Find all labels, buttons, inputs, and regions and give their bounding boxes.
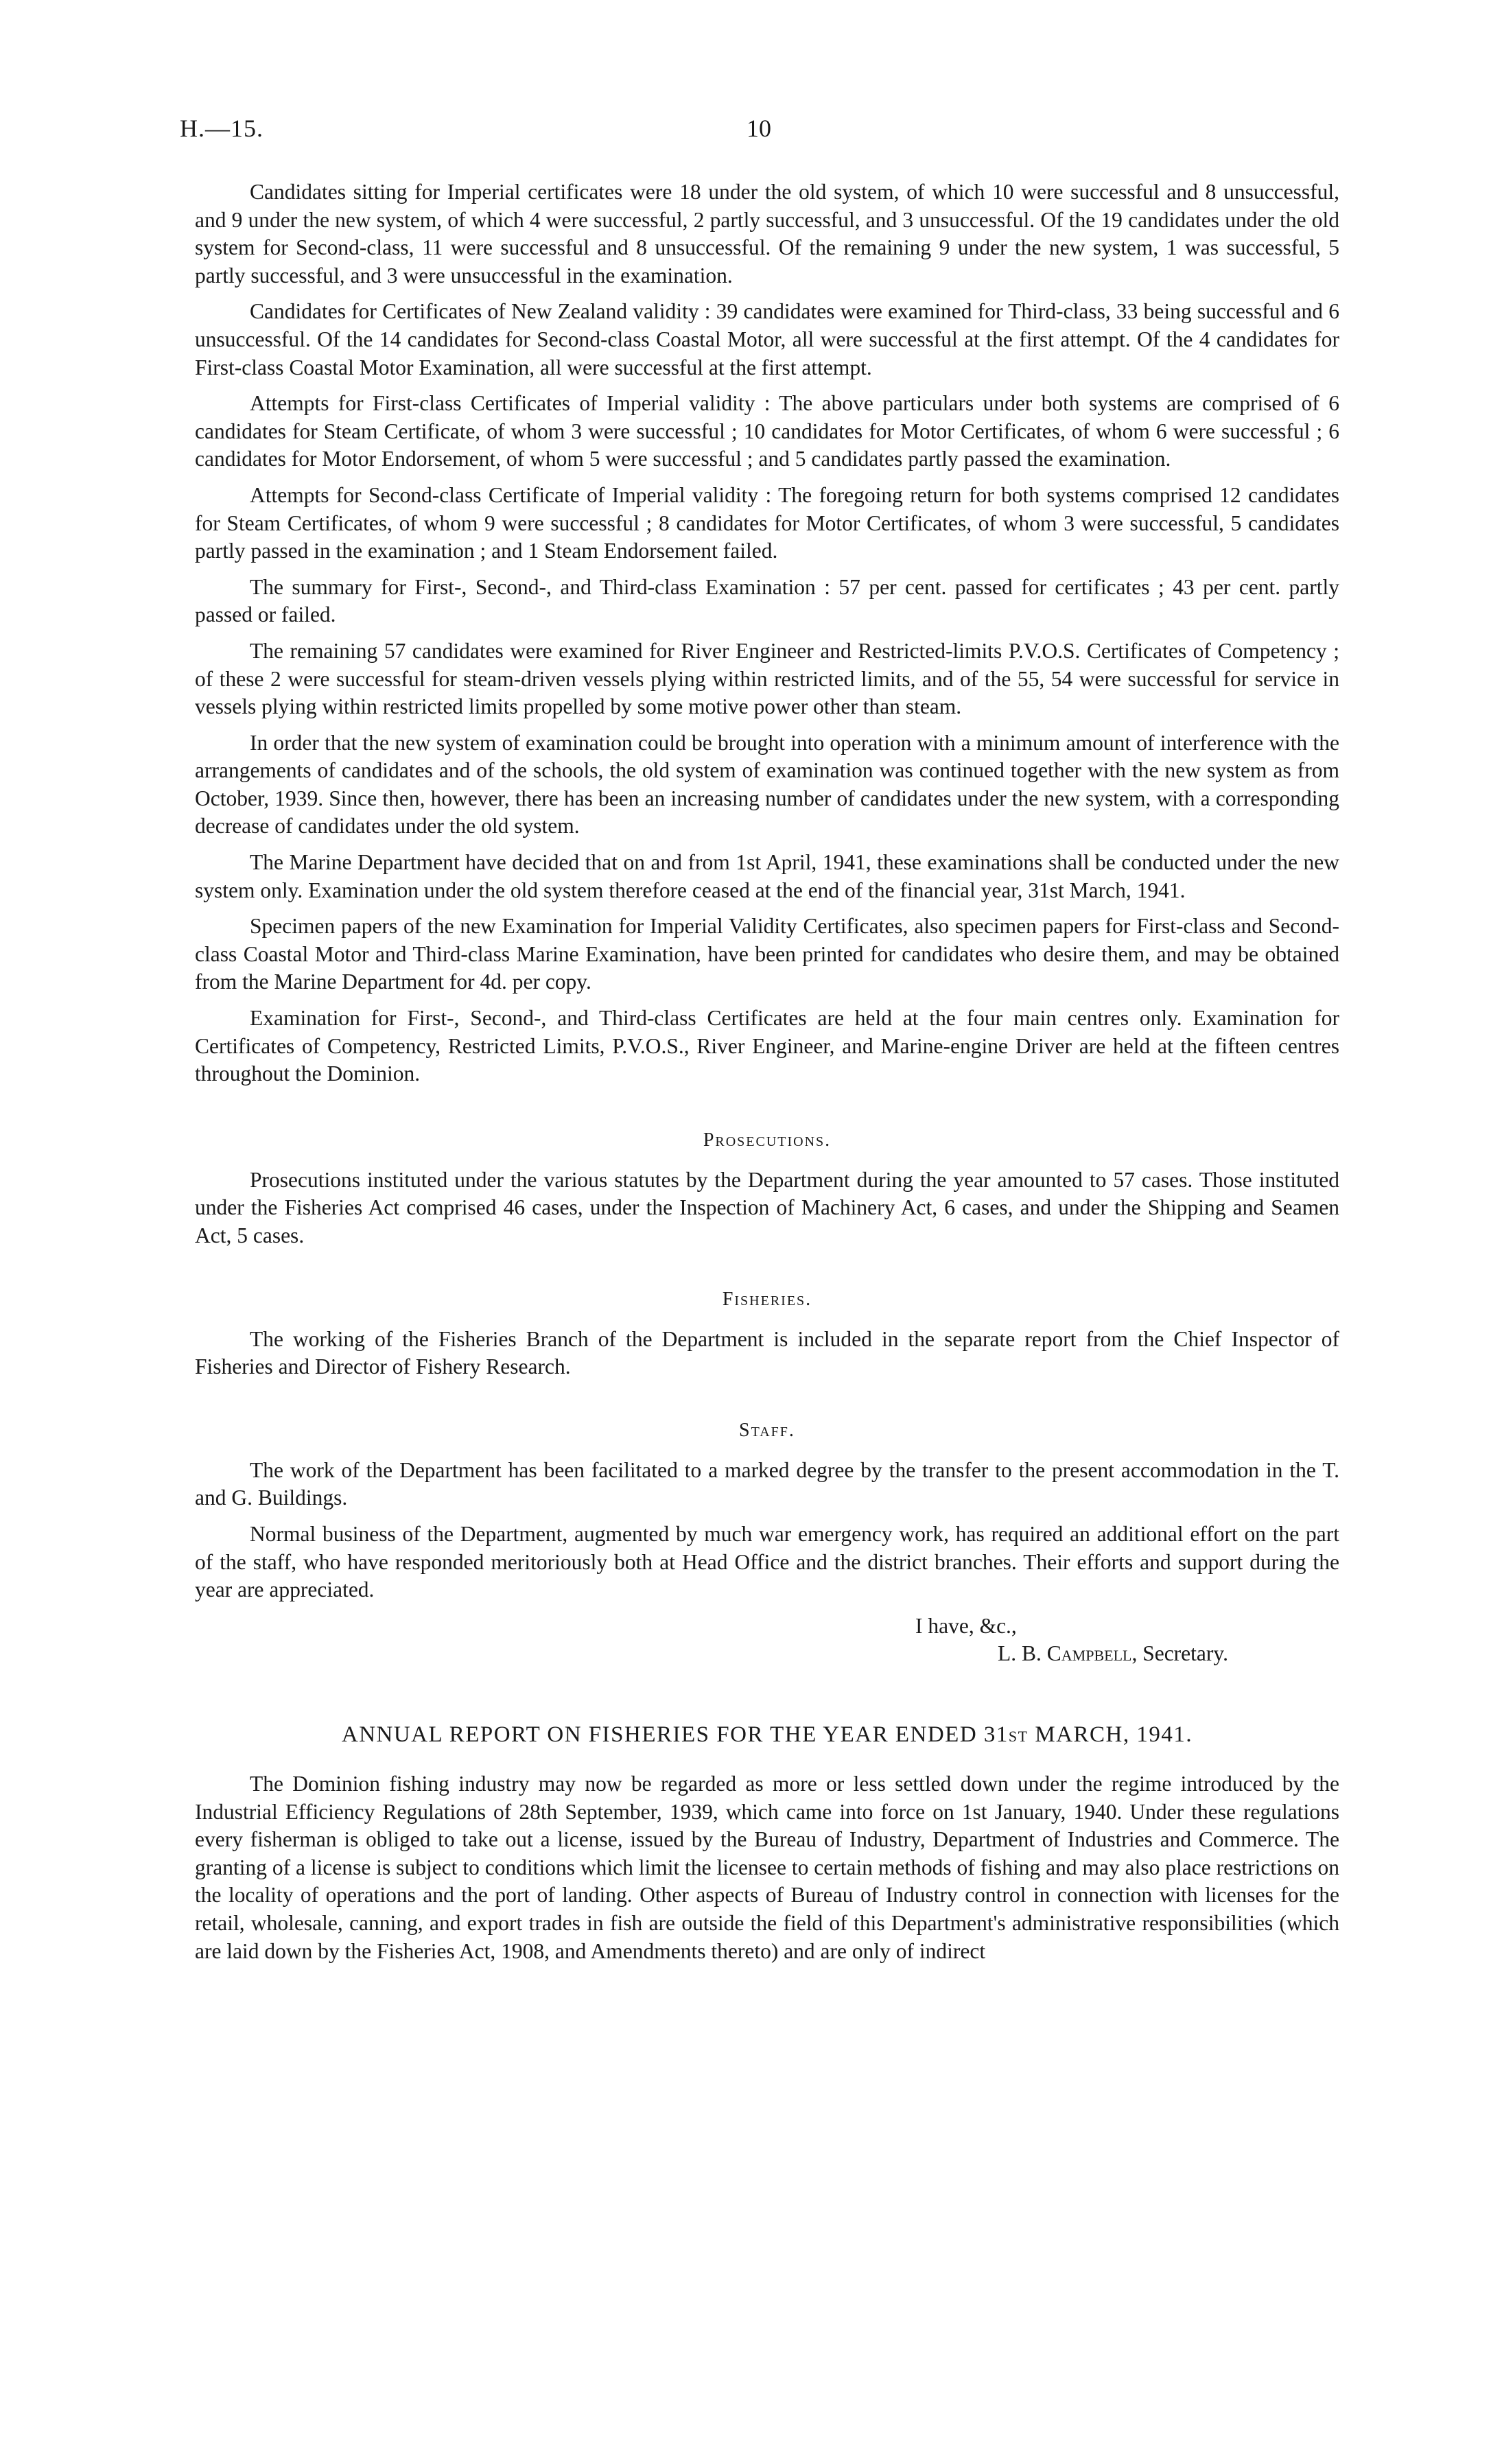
paragraph: Attempts for First-class Certificates of Imperial validity : The above particulars under both systems are comprised of 6 candidates for Steam Certificate, of whom 3 were successful ; 10 candidates for Motor Certificates, of whom 6 were successful ; 6 candidates for Motor Endorsement, of whom 5 were successful ; and 5 candidates partly passed the examination. bbox=[195, 391, 1339, 471]
paragraph: Candidates for Certificates of New Zealand validity : 39 candidates were examined for Third-class, 33 being successful and 6 unsuccessful. Of the 14 candidates for Second-class Coastal Motor, all were successful at the first attempt. Of the 4 candidates for First-class Coastal Motor Examination, all were successful at the first attempt. bbox=[195, 299, 1339, 379]
paragraph: In order that the new system of examination could be brought into operation with a minimum amount of interference with the arrangements of candidates and of the schools, the old system of examination was continued together with the new system as from October, 1939. Since then, however, there has been an increasing number of candidates under the new system, with a corresponding decrease of candidates under the old system. bbox=[195, 730, 1339, 838]
closing-salutation: I have, &c., bbox=[915, 1613, 1017, 1638]
annual-report-section bbox=[195, 1720, 1339, 1965]
fisheries-section bbox=[195, 1286, 1339, 1381]
paragraph: The summary for First-, Second-, and Third-class Examination : 57 per cent. passed for certificates ; 43 per cent. partly passed or failed. bbox=[195, 574, 1339, 627]
paragraph: Specimen papers of the new Examination for Imperial Validity Certificates, also specimen papers for First-class and Second-class Coastal Motor and Third-class Marine Examination, have been printed for candidates who desire them, and may be obtained from the Marine Department for 4d. per copy. bbox=[195, 914, 1339, 994]
section-heading-fisheries: Fisheries. bbox=[722, 1288, 812, 1310]
paragraph: Examination for First-, Second-, and Third-class Certificates are held at the four main centres only. Examination for Certificates of Competency, Restricted Limits, P.V.O.S., River Engineer, and Marine-engine Driver are held at the fifteen centres throughout the Dominion. bbox=[195, 1006, 1339, 1086]
paragraph: The Dominion fishing industry may now be regarded as more or less settled down under the regime introduced by the Industrial Efficiency Regulations of 28th September, 1939, which came into force on 1st January, 1940. Under these regulations every fisherman is obliged to take out a license, issued by the Bureau of Industry, Department of Industries and Commerce. The granting of a license is subject to conditions which limit the licensee to certain methods of fishing and may also place restrictions on the locality of operations and the port of landing. Other aspects of Bureau of Industry control in connection with licenses for the retail, wholesale, canning, and export trades in fish are outside the field of this Department's administrative responsibilities (which are laid down by the Fisheries Act, 1908, and Amendments thereto) and are only of indirect bbox=[195, 1771, 1339, 1963]
signatory-initials: L. B. bbox=[998, 1641, 1042, 1666]
paragraph: Normal business of the Department, augmented by much war emergency work, has required an additional effort on the part of the staff, who have responded meritoriously both at Head Office and the district branches. Their efforts and support during the year are appreciated. bbox=[195, 1521, 1339, 1602]
signature-line bbox=[195, 1640, 1339, 1668]
paragraph: Attempts for Second-class Certificate of Imperial validity : The foregoing return for both systems comprised 12 candidates for Steam Certificates, of whom 9 were successful ; 8 candidates for Motor Certificates, of whom 3 were successful, 5 candidates partly passed in the examination ; and 1 Steam Endorsement failed. bbox=[195, 482, 1339, 563]
paragraph: The work of the Department has been facilitated to a marked degree by the transfer to the present accommodation in the T. and G. Buildings. bbox=[195, 1457, 1339, 1510]
section-heading-staff: Staff. bbox=[739, 1419, 795, 1441]
annual-report-title: ANNUAL REPORT ON FISHERIES FOR THE YEAR ENDED 31ST MARCH, 1941. bbox=[341, 1722, 1193, 1747]
signatory-title: , Secretary. bbox=[1131, 1641, 1228, 1666]
letter-closing bbox=[195, 1612, 1339, 1668]
paragraph: The working of the Fisheries Branch of the Department is included in the separate report from the Chief Inspector of Fisheries and Director of Fishery Research. bbox=[195, 1326, 1339, 1379]
paragraph: The remaining 57 candidates were examined for River Engineer and Restricted-limits P.V.O.S. Certificates of Competency ; of these 2 were successful for steam-driven vessels plying within restricted limits, and of the 55, 54 were successful for service in vessels plying within restricted limits propelled by some motive power other than steam. bbox=[195, 638, 1339, 719]
staff-section bbox=[195, 1417, 1339, 1604]
document-body bbox=[195, 178, 1339, 1973]
signatory-name: Campbell bbox=[1046, 1641, 1132, 1666]
section-heading-prosecutions: Prosecutions. bbox=[703, 1129, 832, 1151]
paragraph: Candidates sitting for Imperial certificates were 18 under the old system, of which 10 were successful and 8 unsuccessful, and 9 under the new system, of which 4 were successful, 2 partly successful, and 3 unsuccessful. Of the 19 candidates under the old system for Second-class, 11 were successful and 8 unsuccessful. Of the remaining 9 under the new system, 1 was successful, 5 partly successful, and 3 were unsuccessful in the examination. bbox=[195, 180, 1339, 288]
page-reference: H.—15. bbox=[180, 115, 263, 142]
page-number: 10 bbox=[747, 115, 771, 142]
paragraph: Prosecutions instituted under the various statutes by the Department during the year amounted to 57 cases. Those instituted under the Fisheries Act comprised 46 cases, under the Inspection of Machinery Act, 6 cases, and under the Shipping and Seamen Act, 5 cases. bbox=[195, 1167, 1339, 1247]
examination-section bbox=[195, 178, 1339, 1088]
prosecutions-section bbox=[195, 1127, 1339, 1250]
paragraph: The Marine Department have decided that on and from 1st April, 1941, these examinations shall be conducted under the new system only. Examination under the old system therefore ceased at the end of the financial year, 31st March, 1941. bbox=[195, 850, 1339, 902]
